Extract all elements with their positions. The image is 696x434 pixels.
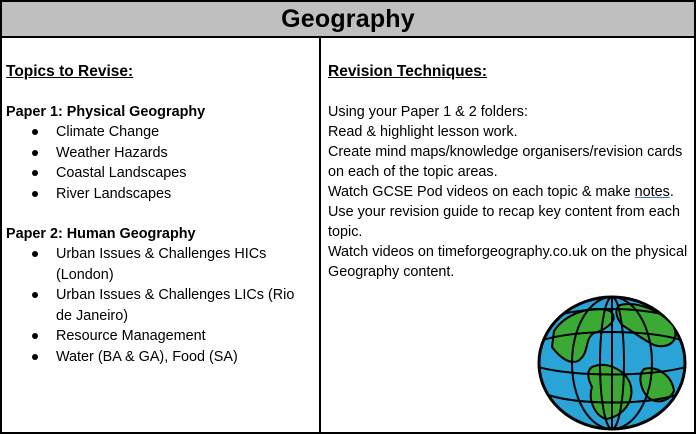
- topics-column: [6, 62, 312, 367]
- paper2-title: Paper 2: Human Geography: [6, 226, 196, 242]
- paper1-title: Paper 1: Physical Geography: [6, 104, 206, 120]
- list-item: Water (BA & GA), Food (SA): [6, 347, 312, 368]
- bullet-icon: [32, 150, 38, 156]
- list-item: Urban Issues & Challenges LICs (Rio de Janeiro): [6, 285, 312, 326]
- bullet-icon: [32, 354, 38, 360]
- paper2-list: [6, 244, 312, 367]
- list-item: Coastal Landscapes: [6, 163, 312, 184]
- techniques-heading: Revision Techniques:: [328, 63, 488, 80]
- list-item: River Landscapes: [6, 184, 312, 205]
- technique-line: Create mind maps/knowledge organisers/revision cards on each of the topic areas.: [328, 144, 683, 180]
- technique-line: Using your Paper 1 & 2 folders:: [328, 104, 528, 120]
- technique-line: Watch videos on timeforgeography.co.uk on the physical Geography content.: [328, 244, 688, 280]
- bullet-icon: [32, 251, 38, 257]
- column-divider: [319, 38, 321, 434]
- technique-line: Read & highlight lesson work.: [328, 124, 518, 140]
- list-item: Urban Issues & Challenges HICs (London): [6, 244, 312, 285]
- techniques-column: [328, 62, 688, 282]
- globe-icon: [534, 291, 690, 433]
- technique-line: Use your revision guide to recap key content from each topic.: [328, 204, 680, 240]
- technique-line: Watch GCSE Pod videos on each topic & make notes.: [328, 184, 674, 200]
- bullet-icon: [32, 129, 38, 135]
- page-title: Geography: [281, 4, 415, 33]
- list-item: Weather Hazards: [6, 143, 312, 164]
- bullet-icon: [32, 292, 38, 298]
- bullet-icon: [32, 191, 38, 197]
- topics-heading: Topics to Revise:: [6, 63, 134, 80]
- header-bar: [2, 2, 694, 38]
- bullet-icon: [32, 333, 38, 339]
- list-item: Climate Change: [6, 122, 312, 143]
- list-item: Resource Management: [6, 326, 312, 347]
- notes-link[interactable]: notes: [634, 184, 670, 200]
- paper1-list: [6, 122, 312, 204]
- bullet-icon: [32, 170, 38, 176]
